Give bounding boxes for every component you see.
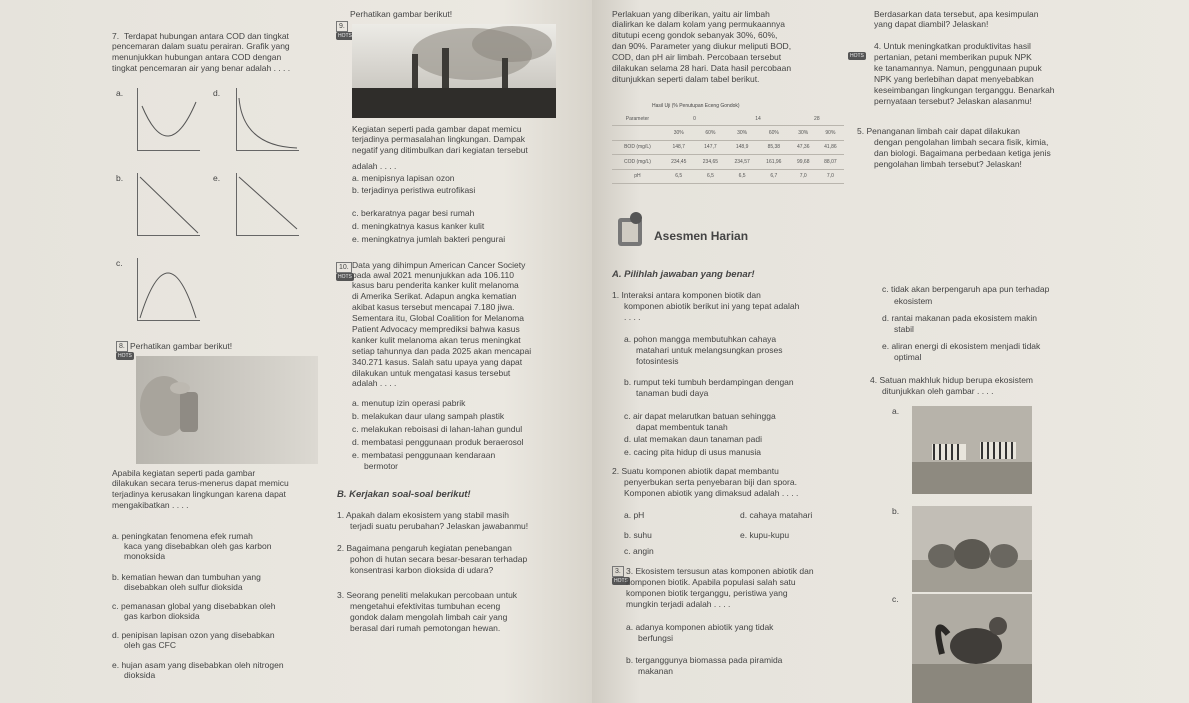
assessment-heading: Asesmen Harian xyxy=(654,229,749,243)
q10-line: akibat kasus tersebut mencapai 7.180 jiwa. xyxy=(352,302,515,312)
q9-option: b. terjadinya peristiwa eutrofikasi xyxy=(352,185,476,195)
section-b-item: berasal dari rumah pemotongan hewan. xyxy=(350,623,501,633)
experiment-text: dan 90%. Parameter yang diukur meliputi BOD, xyxy=(612,41,792,51)
table-cell: 14 xyxy=(726,112,789,126)
graph-b xyxy=(137,173,200,236)
q10-option: a. menutup izin operasi pabrik xyxy=(352,398,466,408)
aerosol-spray-photo xyxy=(136,356,318,464)
q8-option: oleh gas CFC xyxy=(124,640,176,650)
q5-essay: pengolahan limbah tersebut? Jelaskan! xyxy=(874,159,1022,169)
q-continued-option: optimal xyxy=(894,352,922,362)
q10-line: pada awal 2021 menunjukkan ada 106.110 xyxy=(352,270,514,280)
graph-label-a: a. xyxy=(116,88,124,98)
q7-line: menunjukkan hubungan antara COD dengan xyxy=(112,52,282,62)
q10-option: d. membatasi penggunaan produk beraerosol xyxy=(352,437,524,447)
q4-label-c: c. xyxy=(892,594,899,604)
q4-label-a: a. xyxy=(892,406,900,416)
table-cell: 41,86 xyxy=(817,140,844,154)
q8-line: Apabila kegiatan seperti pada gambar xyxy=(112,468,256,478)
q9-number: 9. xyxy=(336,21,348,32)
q-continued-option: ekosistem xyxy=(894,296,933,306)
q10-line: kasus baru penderita kanker kulit melanoma xyxy=(352,280,519,290)
table-cell: 6,7 xyxy=(758,169,790,183)
table-cell xyxy=(612,126,663,140)
experiment-text: Perlakuan yang diberikan, yaitu air limbah xyxy=(612,9,770,19)
q9-option: c. berkaratnya pagar besi rumah xyxy=(352,208,475,218)
q10-line: di Amerika Serikat. Adapun angka kematian xyxy=(352,291,517,301)
table-cell: 234,57 xyxy=(726,155,758,169)
q9-title: Perhatikan gambar berikut! xyxy=(350,9,453,19)
table-subheader-row xyxy=(612,126,844,140)
q8-option: monoksida xyxy=(124,551,166,561)
q10-line: setiap tahunnya dan pada 2025 akan mencapai xyxy=(352,346,532,356)
q9-line: adalah . . . . xyxy=(352,161,397,171)
q1-option: c. air dapat melarutkan batuan sehingga xyxy=(624,411,776,421)
elephant-herd-photo xyxy=(912,506,1032,592)
q1-option: fotosintesis xyxy=(636,356,679,366)
q-continued-option: d. rantai makanan pada ekosistem makin xyxy=(882,313,1037,323)
q1-line: . . . . xyxy=(624,312,641,322)
q-continued-option: stabil xyxy=(894,324,914,334)
q4-line: 4. Satuan makhluk hidup berupa ekosistem xyxy=(870,375,1034,385)
q3-option: makanan xyxy=(638,666,673,676)
table-cell: COD (mg/L) xyxy=(612,155,663,169)
q7-line: Terdapat hubungan antara COD dan tingkat xyxy=(124,31,289,41)
table-cell: 6,5 xyxy=(695,169,727,183)
section-b-item: 3. Seorang peneliti melakukan percobaan untuk xyxy=(337,590,518,600)
q5-essay: 5. Penanganan limbah cair dapat dilakukan xyxy=(857,126,1021,136)
experiment-text: ditunjukkan seperti dalam tabel berikut. xyxy=(612,74,760,84)
table-cell: 47,36 xyxy=(790,140,817,154)
q8-option: e. hujan asam yang disebabkan oleh nitrogen xyxy=(112,660,284,670)
q7-number: 7. xyxy=(112,31,120,41)
section-b-item: pohon di hutan secara besar-besaran terhadap xyxy=(350,554,528,564)
table-cell: 6,5 xyxy=(726,169,758,183)
section-a-title: A. Pilihlah jawaban yang benar! xyxy=(612,269,755,280)
q-conclusion: yang dapat diambil? Jelaskan! xyxy=(874,19,989,29)
q10-option: b. melakukan daur ulang sampah plastik xyxy=(352,411,505,421)
q8-option: gas karbon dioksida xyxy=(124,611,200,621)
q1-line: 1. Interaksi antara komponen biotik dan xyxy=(612,290,761,300)
q1-option: e. cacing pita hidup di usus manusia xyxy=(624,447,762,457)
graph-label-c: c. xyxy=(116,258,123,268)
table-cell: 161,96 xyxy=(758,155,790,169)
section-b-item: 2. Bagaimana pengaruh kegiatan penebangan xyxy=(337,543,512,553)
q-continued-option: e. aliran energi di ekosistem menjadi tidak xyxy=(882,341,1041,351)
table-cell: 7,0 xyxy=(790,169,817,183)
left-page xyxy=(0,0,592,703)
section-b-title: B. Kerjakan soal-soal berikut! xyxy=(337,489,471,500)
q4-essay: pernyataan tersebut? Jelaskan alasanmu! xyxy=(874,96,1032,106)
section-b-item: 1. Apakah dalam ekosistem yang stabil masih xyxy=(337,510,509,520)
q-conclusion: Berdasarkan data tersebut, apa kesimpulan xyxy=(874,9,1039,19)
q8-line: dilakukan secara terus-menerus dapat memicu xyxy=(112,478,289,488)
q10-line: Patient Advocacy memprediksi bahwa kasus xyxy=(352,324,520,334)
graph-label-e: e. xyxy=(213,173,221,183)
q3-number: 3. xyxy=(612,566,624,577)
q10-number: 10. xyxy=(336,262,352,273)
q8-option: d. penipisan lapisan ozon yang disebabkan xyxy=(112,630,275,640)
q8-line: terjadinya kerusakan lingkungan karena dapat xyxy=(112,489,286,499)
table-cell: 30% xyxy=(790,126,817,140)
q10-option: e. membatasi penggunaan kendaraan xyxy=(352,450,496,460)
q2-option: c. angin xyxy=(624,546,654,556)
q2-line: penyerbukan serta penyebaran biji dan spora. xyxy=(624,477,797,487)
q9-line: terjadinya permasalahan lingkungan. Dampak xyxy=(352,134,525,144)
q4-label-b: b. xyxy=(892,506,900,516)
q8-line: mengakibatkan . . . . xyxy=(112,500,189,510)
section-b-item: konsentrasi karbon dioksida di udara? xyxy=(350,565,494,575)
q8-option: kaca yang disebabkan oleh gas karbon xyxy=(124,541,272,551)
hots-badge: HOTS xyxy=(614,578,628,584)
table-cell: 234,45 xyxy=(663,155,695,169)
graph-c xyxy=(137,258,200,321)
q7-line: tingkat pencemaran air yang benar adalah . . . . xyxy=(112,63,291,73)
q4-essay: keseimbangan lingkungan terganggu. Benarkah xyxy=(874,85,1055,95)
q9-option: e. meningkatnya jumlah bakteri pengurai xyxy=(352,234,506,244)
factory-smoke-photo xyxy=(352,24,556,118)
right-page xyxy=(592,0,1189,703)
q3-option: berfungsi xyxy=(638,633,673,643)
q8-option: c. pemanasan global yang disebabkan oleh xyxy=(112,601,276,611)
q10-line: kanker kulit melanoma akan terus meningkat xyxy=(352,335,521,345)
experiment-text: dilakukan selama 28 hari. Data hasil percobaan xyxy=(612,63,792,73)
q5-essay: dan biologi. Bagaimana perbedaan ketiga jenis xyxy=(874,148,1051,158)
q4-essay: ke tanamannya. Namun, penggunaan pupuk xyxy=(874,63,1042,73)
experiment-text: COD, dan pH air limbah. Percobaan tersebut xyxy=(612,52,782,62)
graph-a xyxy=(137,88,200,151)
q4-essay: pertanian, petani memberikan pupuk NPK xyxy=(874,52,1032,62)
table-cell: 60% xyxy=(758,126,790,140)
q1-option: matahari untuk melangsungkan proses xyxy=(636,345,783,355)
q3-line: komponen biotik terganggu, peristiwa yang xyxy=(626,588,788,598)
q10-line: 340.271 kasus. Salah satu upaya yang dapat xyxy=(352,357,523,367)
q10-line: dilakukan untuk mengatasi kasus tersebut xyxy=(352,368,511,378)
hots-badge: HOTS xyxy=(118,353,132,359)
q8-option: a. peningkatan fenomena efek rumah xyxy=(112,531,253,541)
table-cell: 148,9 xyxy=(726,140,758,154)
q4-essay: NPK yang berlebihan dapat menyebabkan xyxy=(874,74,1034,84)
q2-option: a. pH xyxy=(624,510,645,520)
table-header-row xyxy=(612,112,844,126)
q10-option: bermotor xyxy=(364,461,399,471)
table-cell: 7,0 xyxy=(817,169,844,183)
q4-line: ditunjukkan oleh gambar . . . . xyxy=(882,386,994,396)
hots-badge: HOTS xyxy=(338,33,352,39)
table-row xyxy=(612,155,844,169)
q9-option: d. meningkatnya kasus kanker kulit xyxy=(352,221,485,231)
table-cell: 88,07 xyxy=(817,155,844,169)
q1-option: dapat membentuk tanah xyxy=(636,422,728,432)
q2-option: e. kupu-kupu xyxy=(740,530,790,540)
rooster-photo xyxy=(912,594,1032,703)
experiment-text: ditutupi eceng gondok sebanyak 30%, 60%, xyxy=(612,30,778,40)
q10-line: adalah . . . . xyxy=(352,378,397,388)
hots-badge: HOTS xyxy=(850,53,864,59)
q-continued-option: c. tidak akan berpengaruh apa pun terhadap xyxy=(882,284,1050,294)
q8-option: disebabkan oleh sulfur dioksida xyxy=(124,582,243,592)
table-cell: 30% xyxy=(663,126,695,140)
q3-line: mungkin terjadi adalah . . . . xyxy=(626,599,731,609)
graph-d xyxy=(236,88,299,151)
q8-title: Perhatikan gambar berikut! xyxy=(130,341,233,351)
section-b-item: mengetahui efektivitas tumbuhan eceng xyxy=(350,601,501,611)
q8-option: dioksida xyxy=(124,670,156,680)
q10-line: Data yang dihimpun American Cancer Society xyxy=(352,260,526,270)
q1-option: tanaman budi daya xyxy=(636,388,709,398)
q2-line: 2. Suatu komponen abiotik dapat membantu xyxy=(612,466,779,476)
experiment-text: dialirkan ke dalam kolam yang permukaannya xyxy=(612,19,785,29)
table-cell: BOD (mg/L) xyxy=(612,140,663,154)
q3-option: a. adanya komponen abiotik yang tidak xyxy=(626,622,774,632)
q2-option: d. cahaya matahari xyxy=(740,510,813,520)
table-cell: 6,5 xyxy=(663,169,695,183)
q2-line: Komponen abiotik yang dimaksud adalah . . . . xyxy=(624,488,799,498)
graph-label-d: d. xyxy=(213,88,221,98)
q3-line: 3. Ekosistem tersusun atas komponen abiotik dan xyxy=(626,566,814,576)
q7-line: pencemaran dalam suatu perairan. Grafik yang xyxy=(112,41,290,51)
table-cell: 234,65 xyxy=(695,155,727,169)
q1-option: b. rumput teki tumbuh berdampingan dengan xyxy=(624,377,794,387)
q8-number: 8. xyxy=(116,341,128,352)
q1-option: d. ulat memakan daun tanaman padi xyxy=(624,434,762,444)
data-table xyxy=(612,112,844,184)
table-cell: Parameter xyxy=(612,112,663,126)
assessment-icon xyxy=(614,210,648,248)
table-row xyxy=(612,140,844,154)
section-b-item: terjadi suatu perubahan? Jelaskan jawabanmu! xyxy=(350,521,529,531)
zebra-savanna-photo xyxy=(912,406,1032,494)
table-cell: 147,7 xyxy=(695,140,727,154)
table-title: Hasil Uji (% Penutupan Eceng Gondok) xyxy=(652,103,740,109)
q1-option: a. pohon mangga membutuhkan cahaya xyxy=(624,334,777,344)
table-cell: 90% xyxy=(817,126,844,140)
table-cell: 85,38 xyxy=(758,140,790,154)
table-cell: 28 xyxy=(790,112,844,126)
q10-line: Sementara itu, Global Coalition for Melanoma xyxy=(352,313,524,323)
q3-line: komponen biotik. Apabila populasi salah satu xyxy=(626,577,796,587)
table-cell: 0 xyxy=(663,112,726,126)
q2-option: b. suhu xyxy=(624,530,652,540)
table-cell: 148,7 xyxy=(663,140,695,154)
section-b-item: gondok dalam mengolah limbah cair yang xyxy=(350,612,508,622)
table-cell: 60% xyxy=(695,126,727,140)
q9-option: a. menipisnya lapisan ozon xyxy=(352,173,455,183)
q8-option: b. kematian hewan dan tumbuhan yang xyxy=(112,572,261,582)
table-cell: 99,68 xyxy=(790,155,817,169)
q3-option: b. terganggunya biomassa pada piramida xyxy=(626,655,783,665)
table-row xyxy=(612,169,844,183)
graph-label-b: b. xyxy=(116,173,124,183)
table-cell: pH xyxy=(612,169,663,183)
q5-essay: dengan pengolahan limbah secara fisik, kimia, xyxy=(874,137,1049,147)
q4-essay: 4. Untuk meningkatkan produktivitas hasil xyxy=(874,41,1031,51)
q9-line: Kegiatan seperti pada gambar dapat memicu xyxy=(352,124,522,134)
graph-e xyxy=(236,173,299,236)
q9-line: negatif yang ditimbulkan dari kegiatan tersebut xyxy=(352,145,528,155)
table-cell: 30% xyxy=(726,126,758,140)
q10-option: c. melakukan reboisasi di lahan-lahan gundul xyxy=(352,424,523,434)
hots-badge: HOTS xyxy=(338,274,352,280)
q1-line: komponen abiotik berikut ini yang tepat adalah xyxy=(624,301,800,311)
